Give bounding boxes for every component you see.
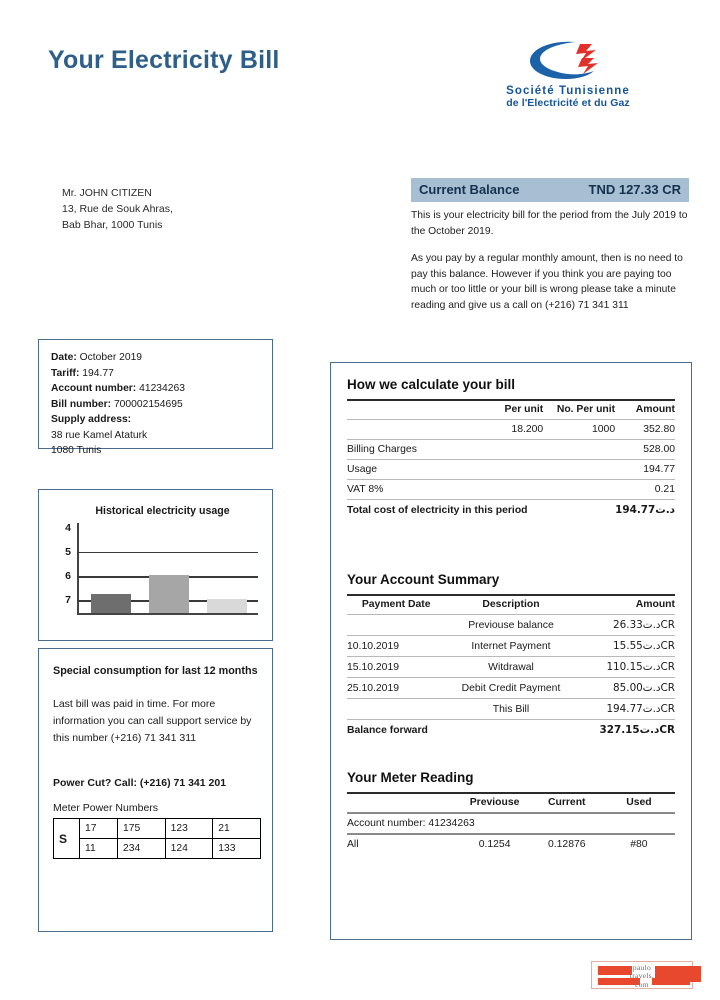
chart-x-axis: [77, 613, 258, 615]
special-consumption-body: Last bill was paid in time. For more information you can call support service by this number (+216) 71 341 311: [53, 698, 252, 744]
calc-cell-amount: 194.77: [615, 460, 675, 480]
meter-power-cell: 21: [213, 819, 261, 839]
account-summary-table: [347, 594, 675, 740]
supply-address-line2: 1080 Tunis: [51, 445, 102, 456]
supply-address-line1: 38 rue Kamel Ataturk: [51, 429, 148, 441]
meter-reading-table: [347, 792, 675, 854]
summary-cell-date: [347, 699, 445, 720]
calc-total-amount: د.ت194.77: [615, 500, 675, 521]
meter-header-used: Used: [603, 793, 675, 813]
calc-header-no-per-unit: No. Per unit: [543, 400, 615, 420]
summary-header-date: Payment Date: [347, 595, 445, 615]
calc-cell-label: [347, 420, 478, 440]
summary-cell-amount: د.ت15.55CR: [577, 636, 675, 657]
meter-account-row: [347, 813, 675, 834]
chart-area: [51, 523, 264, 629]
table-row: [347, 699, 675, 720]
account-number-label: Account number:: [51, 383, 137, 394]
balance-forward-amount: د.ت327.15CR: [599, 724, 675, 736]
logo-company-line2: de l'Electricité et du Gaz: [506, 97, 630, 109]
meter-header-label: [347, 793, 459, 813]
meter-header-current: Current: [531, 793, 603, 813]
account-summary-title: Your Account Summary: [347, 572, 500, 587]
chart-title: Historical electricity usage: [95, 505, 230, 517]
footer-accent-bar: [655, 966, 701, 982]
table-row: [347, 657, 675, 678]
calc-cell-no-per-unit: [543, 460, 615, 480]
table-row: [347, 460, 675, 480]
balance-forward-row: [347, 720, 675, 741]
account-date-value: October 2019: [79, 352, 143, 363]
calc-cell-per-unit: [478, 480, 543, 500]
calc-cell-amount: 0.21: [615, 480, 675, 500]
summary-cell-date: 10.10.2019: [347, 636, 445, 657]
calc-cell-no-per-unit: [543, 480, 615, 500]
chart-bar-3: [207, 599, 247, 614]
customer-address: [62, 185, 173, 233]
calc-header-per-unit: Per unit: [478, 400, 543, 420]
current-balance-panel: [411, 178, 689, 313]
summary-cell-description: Witdrawal: [445, 657, 576, 678]
calc-total-label: Total cost of electricity in this period: [347, 500, 615, 521]
customer-name: Mr. JOHN CITIZEN: [62, 187, 152, 199]
customer-address-line1: 13, Rue de Souk Ahras,: [62, 203, 173, 215]
meter-header-previous: Previouse: [459, 793, 531, 813]
chart-gridline-5: [77, 552, 258, 553]
meter-account-number: Account number: 41234263: [347, 813, 675, 834]
account-number-value: 41234263: [139, 383, 185, 394]
account-date-label: Date:: [51, 352, 77, 363]
steg-logo: [478, 36, 658, 109]
table-row: [347, 636, 675, 657]
watermark-line-2: travels.: [629, 971, 655, 981]
table-row: [347, 834, 675, 854]
table-row: [347, 420, 675, 440]
meter-power-cell: 11: [80, 839, 118, 859]
meter-cell-used: #80: [630, 839, 648, 850]
account-number-line: [51, 381, 260, 397]
calc-cell-no-per-unit: [543, 440, 615, 460]
customer-address-line2: Bab Bhar, 1000 Tunis: [62, 219, 163, 231]
summary-cell-description: This Bill: [445, 699, 576, 720]
account-date-line: [51, 350, 260, 366]
calc-cell-amount: 528.00: [615, 440, 675, 460]
chart-y-tick-4: 4: [65, 521, 71, 534]
historical-usage-chart-box: [38, 489, 273, 641]
summary-cell-amount: د.ت85.00CR: [577, 678, 675, 699]
calculate-table: [347, 399, 675, 520]
account-tariff-line: [51, 366, 260, 382]
meter-power-cell: 123: [165, 819, 213, 839]
summary-cell-description: Previouse balance: [445, 615, 576, 636]
meter-power-cell: 17: [80, 819, 118, 839]
steg-swoosh-lightning-logo: [518, 36, 618, 84]
special-consumption-box: [38, 648, 273, 932]
meter-power-cell: 133: [213, 839, 261, 859]
meter-header-row: [347, 793, 675, 813]
account-details-box: [38, 339, 273, 456]
chart-bar-2: [149, 575, 189, 614]
account-tariff-label: Tariff:: [51, 367, 80, 379]
table-row: [347, 615, 675, 636]
chart-y-axis-labels: [51, 523, 73, 615]
bill-number-value: 700002154695: [113, 398, 183, 410]
chart-y-tick-5: 5: [65, 546, 71, 559]
meter-cell-current: 0.12876: [547, 839, 586, 850]
calc-cell-label: Usage: [347, 460, 478, 480]
meter-cell-previous: 0.1254: [478, 839, 511, 850]
logo-company-line1: Société Tunisienne: [506, 85, 630, 97]
summary-cell-date: 25.10.2019: [347, 678, 445, 699]
watermark-line-3: com: [635, 979, 649, 989]
summary-header-row: [347, 595, 675, 615]
bill-number-label: Bill number:: [51, 398, 112, 410]
meter-power-cell: 175: [117, 819, 165, 839]
calc-total-row: [347, 500, 675, 521]
meter-reading-title: Your Meter Reading: [347, 770, 474, 785]
summary-cell-amount: د.ت110.15CR: [577, 657, 675, 678]
meter-power-numbers-table: [53, 818, 261, 859]
supply-address-label: Supply address:: [51, 414, 132, 425]
current-balance-amount: TND 127.33 CR: [588, 182, 681, 197]
chart-bar-1: [91, 594, 131, 613]
calc-cell-no-per-unit: 1000: [543, 420, 615, 440]
page-title: Your Electricity Bill: [48, 46, 280, 74]
calculate-section-title: How we calculate your bill: [347, 377, 516, 392]
chart-plot: [77, 523, 258, 615]
meter-power-cell: 234: [117, 839, 165, 859]
calc-header-amount: Amount: [615, 400, 675, 420]
meter-power-row: [54, 839, 261, 859]
calc-cell-per-unit: [478, 460, 543, 480]
bill-details-panel: [330, 362, 692, 940]
meter-cell-label: All: [347, 839, 359, 850]
meter-power-row-label: S: [54, 819, 80, 859]
calc-header-label: [347, 400, 478, 420]
section-spacer-meter-reading: [347, 740, 675, 770]
bill-number-line: [51, 397, 260, 413]
summary-cell-amount: د.ت194.77CR: [577, 699, 675, 720]
meter-power-cell: 124: [165, 839, 213, 859]
special-consumption-heading: Special consumption for last 12 months: [53, 665, 258, 677]
calculate-table-header-row: [347, 400, 675, 420]
summary-cell-amount: د.ت26.33CR: [577, 615, 675, 636]
watermark-line-1: paulo: [632, 963, 652, 972]
summary-cell-date: [347, 615, 445, 636]
power-cut-line: Power Cut? Call: (+216) 71 341 201: [53, 777, 227, 789]
summary-cell-date: 15.10.2019: [347, 657, 445, 678]
account-tariff-value: 194.77: [82, 367, 114, 379]
table-row: [347, 440, 675, 460]
summary-cell-description: Debit Credit Payment: [445, 678, 576, 699]
calc-cell-label: VAT 8%: [347, 480, 478, 500]
summary-cell-description: Internet Payment: [445, 636, 576, 657]
calc-cell-label: Billing Charges: [347, 440, 478, 460]
calc-cell-amount: 352.80: [615, 420, 675, 440]
current-balance-bar: [411, 178, 689, 202]
table-row: [347, 480, 675, 500]
summary-header-amount: Amount: [577, 595, 675, 615]
current-balance-label: Current Balance: [419, 182, 520, 197]
chart-y-tick-6: 6: [65, 570, 71, 583]
table-row: [347, 678, 675, 699]
meter-power-numbers-label: Meter Power Numbers: [53, 802, 159, 814]
summary-header-description: Description: [445, 595, 576, 615]
calc-cell-per-unit: [478, 440, 543, 460]
current-balance-paragraph-1: This is your electricity bill for the period from the July 2019 to the October 2019.: [411, 210, 688, 237]
meter-power-row: [54, 819, 261, 839]
chart-y-tick-7: 7: [65, 594, 71, 607]
current-balance-paragraph-2: As you pay by a regular monthly amount, then is no need to pay this balance. However if you think you are paying too much or too little or your bill is wrong please take a minute reading and give us a call on (+216) 71 341 311: [411, 253, 683, 311]
section-spacer-account-summary: [347, 520, 675, 572]
balance-forward-label: Balance forward: [347, 724, 428, 736]
calc-cell-per-unit: 18.200: [478, 420, 543, 440]
